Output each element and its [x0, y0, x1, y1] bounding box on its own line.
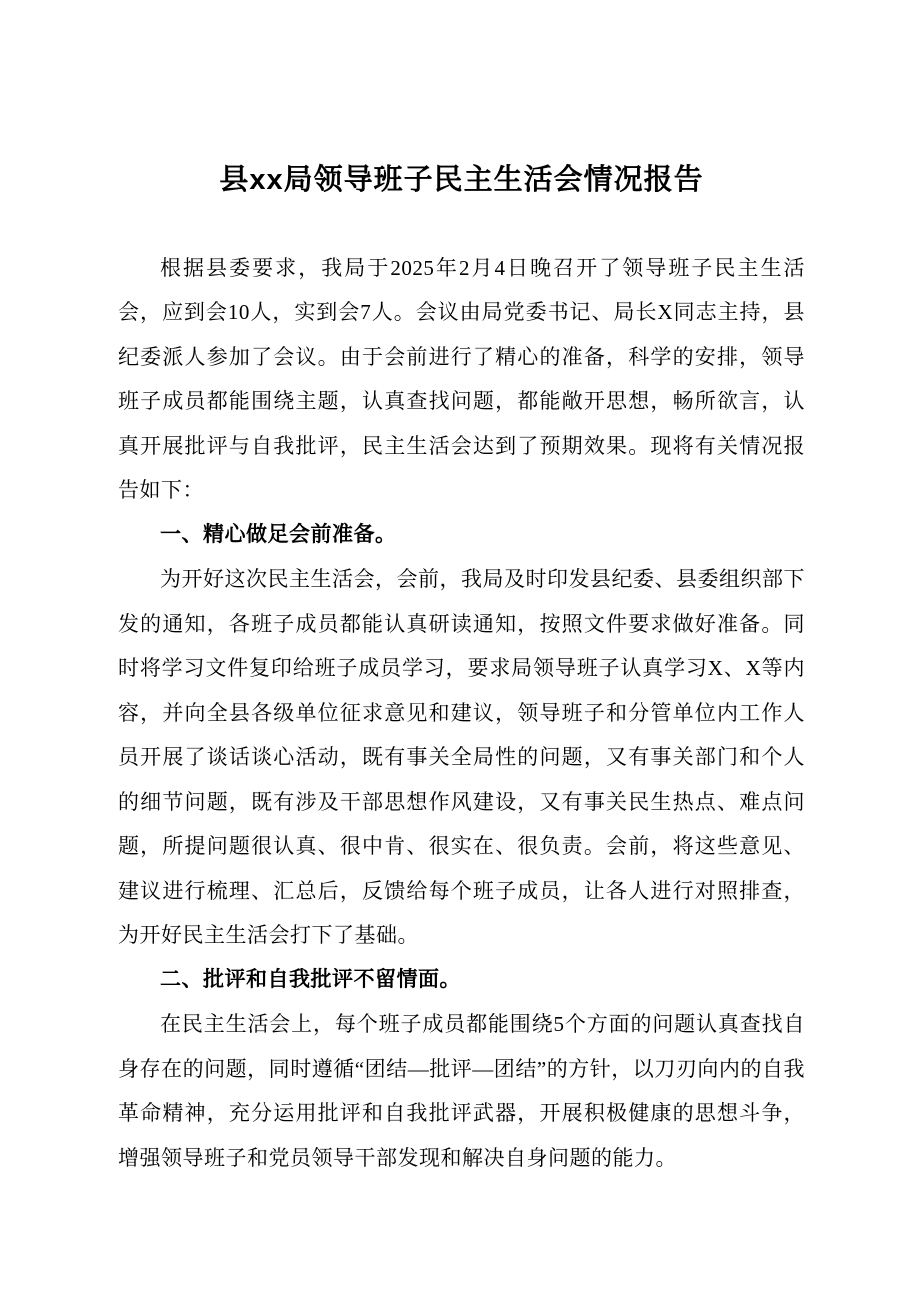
paragraph-section-2: 在民主生活会上，每个班子成员都能围绕5个方面的问题认真查找自身存在的问题，同时遵循“团结—批评—团结”的方针，以刀刃向内的自我革命精神，充分运用批评和自我批评武器，开展积极健康的思想斗争，增强领导班子和党员领导干部发现和解决自身问题的能力。: [118, 1012, 805, 1170]
document-title: 县xx局领导班子民主生活会情况报告: [219, 164, 704, 196]
paragraph-section-1: 为开好这次民主生活会，会前，我局及时印发县纪委、县委组织部下发的通知，各班子成员都能认真研读通知，按照文件要求做好准备。同时将学习文件复印给班子成员学习，要求局领导班子认真学习X、X等内容，并向全县各级单位征求意见和建议，领导班子和分管单位内工作人员开展了谈话谈心活动，既有事关全局性的问题，又有事关部门和个人的细节问题，既有涉及干部思想作风建设，又有事关民生热点、难点问题，所提问题很认真、很中肯、很实在、很负责。会前，将这些意见、建议进行梳理、汇总后，反馈给每个班子成员，让各人进行对照排查，为开好民主生活会打下了基础。: [118, 567, 805, 948]
section-heading-1: 一、精心做足会前准备。: [160, 522, 397, 546]
section-heading-2: 二、批评和自我批评不留情面。: [160, 967, 461, 991]
paragraph-intro: 根据县委要求，我局于2025年2月4日晚召开了领导班子民主生活会，应到会10人，实到会7人。会议由局党委书记、局长X同志主持，县纪委派人参加了会议。由于会前进行了精心的准备，科学的安排，领导班子成员都能围绕主题，认真查找问题，都能敞开思想，畅所欲言，认真开展批评与自我批评，民主生活会达到了预期效果。现将有关情况报告如下：: [118, 255, 805, 503]
